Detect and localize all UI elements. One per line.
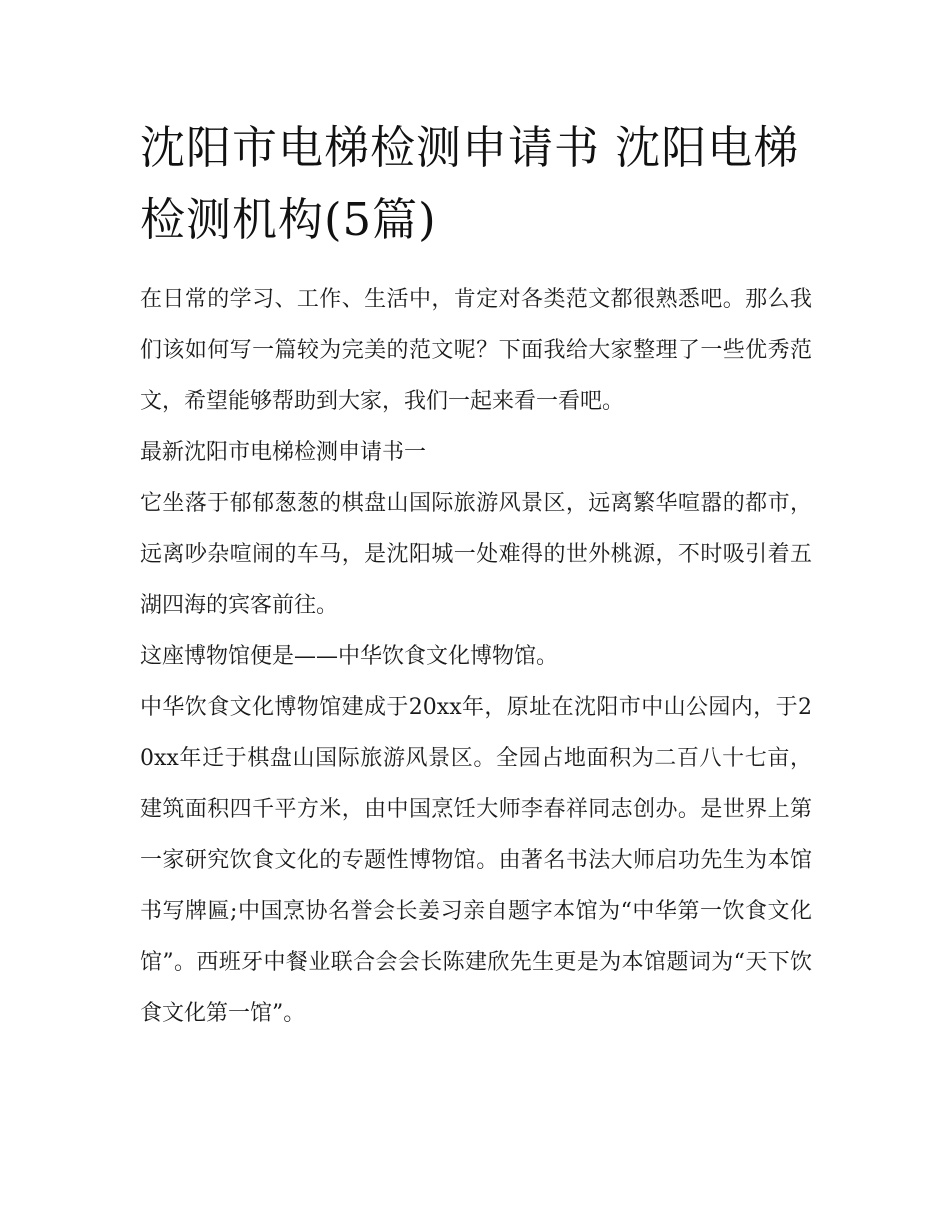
body-paragraph: 中华饮食文化博物馆建成于20xx年，原址在沈阳市中山公园内，于20xx年迁于棋盘山国际旅游风景区。全园占地面积为二百八十七亩，建筑面积四千平方米，由中国烹饪大师李春祥同志创办。是世界上第一家研究饮食文化的专题性博物馆。由著名书法大师启功先生为本馆书写牌匾;中国烹协名誉会长姜习亲自题字本馆为“中华第一饮食文化馆”。西班牙中餐业联合会会长陈建欣先生更是为本馆题词为“天下饮食文化第一馆”。 [140, 695, 812, 1026]
intro-paragraph: 在日常的学习、工作、生活中，肯定对各类范文都很熟悉吧。那么我们该如何写一篇较为完美的范文呢？下面我给大家整理了一些优秀范文，希望能够帮助到大家，我们一起来看一看吧。 [140, 287, 812, 414]
document-page [140, 112, 812, 1039]
document-title: 沈阳市电梯检测申请书 沈阳电梯检测机构(5篇) [140, 121, 800, 246]
body-paragraph: 这座博物馆便是——中华饮食文化博物馆。 [140, 644, 559, 669]
body-paragraph: 它坐落于郁郁葱葱的棋盘山国际旅游风景区，远离繁华喧嚣的都市，远离吵杂喧闹的车马，是沈阳城一处难得的世外桃源，不时吸引着五湖四海的宾客前往。 [140, 491, 812, 618]
section-heading: 最新沈阳市电梯检测申请书一 [140, 440, 427, 465]
